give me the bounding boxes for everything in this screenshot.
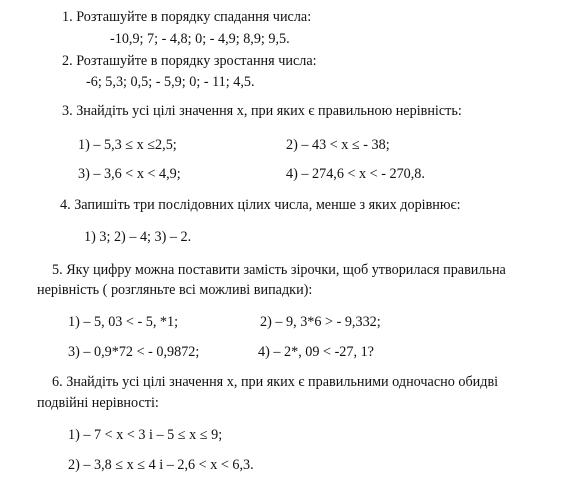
task-1-numbers: -10,9; 7; - 4,8; 0; - 4,9; 8,9; 9,5.: [110, 31, 290, 47]
task-6-text-continued: подвійні нерівності:: [37, 395, 159, 411]
task-4-items: 1) 3; 2) – 4; 3) – 2.: [84, 229, 192, 245]
task-5-text-continued: нерівність ( розгляньте всі можливі випадки):: [37, 282, 313, 298]
task-3-item-1: 1) – 5,3 ≤ х ≤2,5;: [78, 137, 177, 153]
task-3-item-3: 3) – 3,6 < х < 4,9;: [78, 166, 181, 182]
task-6-item-2: 2) – 3,8 ≤ х ≤ 4 і – 2,6 < х < 6,3.: [68, 457, 254, 473]
task-5-item-3: 3) – 0,9*72 < - 0,9872;: [68, 344, 200, 360]
task-3-item-2: 2) – 43 < х ≤ - 38;: [286, 137, 390, 153]
task-4-text: 4. Запишіть три послідовних цілих числа, менше з яких дорівнює:: [60, 197, 461, 213]
task-6-text: 6. Знайдіть усі цілі значення х, при яких є правильними одночасно обидві: [52, 374, 499, 390]
task-2-text: 2. Розташуйте в порядку зростання числа:: [62, 53, 317, 69]
task-5-item-1: 1) – 5, 03 < - 5, *1;: [68, 314, 179, 330]
task-5-text: 5. Яку цифру можна поставити замість зірочки, щоб утворилася правильна: [52, 262, 506, 278]
task-5-item-4: 4) – 2*, 09 < -27, 1?: [258, 344, 374, 360]
task-3-text: 3. Знайдіть усі цілі значення х, при яких є правильною нерівність:: [62, 103, 462, 119]
task-5-item-2: 2) – 9, 3*6 > - 9,332;: [260, 314, 381, 330]
task-3-item-4: 4) – 274,6 < х < - 270,8.: [286, 166, 425, 182]
task-6-item-1: 1) – 7 < х < 3 і – 5 ≤ х ≤ 9;: [68, 427, 223, 443]
task-2-numbers: -6; 5,3; 0,5; - 5,9; 0; - 11; 4,5.: [86, 74, 255, 90]
task-1-text: 1. Розташуйте в порядку спадання числа:: [62, 9, 312, 25]
